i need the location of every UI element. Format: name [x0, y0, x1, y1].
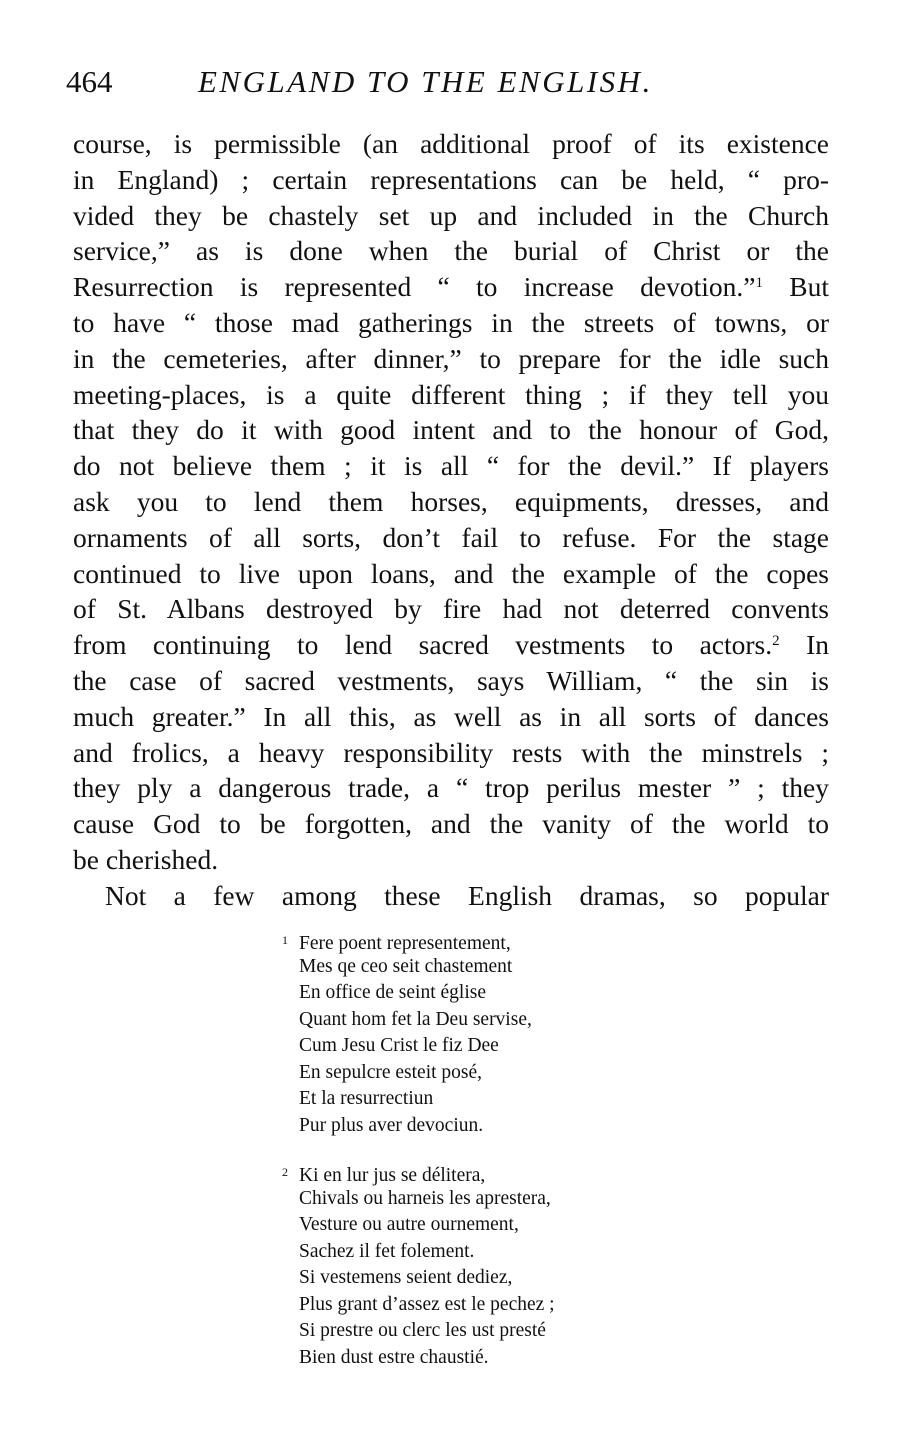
footnote-line — [282, 927, 702, 954]
text-line: they ply a dangerous trade, a “ trop perilus mester ” ; they — [73, 772, 829, 804]
footnote-line: En sepulcre esteit posé, — [299, 1061, 483, 1083]
text-line: be cherished. — [73, 843, 219, 875]
footnote-line — [282, 1159, 702, 1186]
footnote-reference-2[interactable]: 2 — [772, 633, 780, 650]
text-line: much greater.” In all this, as well as in all sorts of dances — [73, 700, 829, 732]
text-line: course, is permissible (an additional proof of its existence — [73, 128, 829, 159]
footnote-line: Quant hom fet la Deu servise, — [299, 1008, 532, 1030]
text-line: meeting-places, is a quite different thing ; if they tell you — [73, 378, 829, 410]
body-text — [73, 126, 829, 914]
footnote-text: Fere poent representement, — [299, 933, 511, 954]
text-line: and frolics, a heavy responsibility rests with the minstrels ; — [73, 736, 829, 768]
footnote-text: Ki en lur jus se délitera, — [299, 1165, 486, 1186]
text-line — [73, 269, 829, 305]
footnote-line: Vesture ou autre ournement, — [299, 1214, 519, 1235]
page-number: 464 — [66, 64, 113, 99]
text-segment: Resurrection is represented “ to increase devotion.” — [73, 271, 756, 303]
text-segment: In — [806, 629, 829, 661]
text-line: vided they be chastely set up and included in the Church — [73, 199, 829, 231]
footnote-line: Si vestemens seient dediez, — [299, 1267, 513, 1288]
text-segment: from continuing to lend sacred vestments to actors. — [73, 629, 773, 661]
footnote-1 — [282, 927, 702, 1139]
text-line: do not believe them ; it is all “ for the devil.” If players — [73, 450, 829, 482]
text-line: to have “ those mad gatherings in the streets of towns, or — [73, 306, 829, 338]
footnote-line: En office de seint église — [299, 982, 486, 1003]
text-line: service,” as is done when the burial of Christ or the — [73, 235, 829, 267]
text-line: continued to live upon loans, and the example of the copes — [73, 557, 829, 589]
footnote-marker: 2 — [282, 1165, 288, 1179]
text-line: in England) ; certain representations can be held, “ pro- — [73, 163, 829, 195]
footnote-line: Et la resurrectiun — [299, 1088, 434, 1109]
footnote-line: Mes qe ceo seit chastement — [299, 955, 513, 977]
text-line: cause God to be forgotten, and the vanity of the world to — [73, 808, 829, 840]
footnote-line: Plus grant d’assez est le pechez ; — [299, 1293, 555, 1315]
text-line — [73, 627, 829, 663]
footnote-2 — [282, 1159, 702, 1371]
paragraph-start-line: Not a few among these English dramas, so popular — [105, 879, 829, 911]
footnote-line: Chivals ou harneis les aprestera, — [299, 1187, 551, 1209]
footnote-line: Si prestre ou clerc les ust presté — [299, 1320, 546, 1341]
footnote-reference-1[interactable]: 1 — [755, 275, 763, 292]
text-line: ornaments of all sorts, don’t fail to refuse. For the stage — [73, 521, 829, 553]
footnote-line: Sachez il fet folement. — [299, 1240, 475, 1262]
page-header — [66, 62, 846, 102]
text-line: of St. Albans destroyed by fire had not deterred convents — [73, 593, 829, 625]
running-title: ENGLAND TO THE ENGLISH. — [198, 64, 653, 99]
text-line: that they do it with good intent and to the honour of God, — [73, 414, 829, 446]
text-line: the case of sacred vestments, says William, “ the sin is — [73, 664, 829, 696]
text-line: ask you to lend them horses, equipments, dresses, and — [73, 485, 829, 517]
footnote-line: Bien dust estre chaustié. — [299, 1346, 489, 1368]
footnote-line: Cum Jesu Crist le fiz Dee — [299, 1035, 499, 1056]
footnote-marker: 1 — [282, 933, 288, 947]
text-line: in the cemeteries, after dinner,” to prepare for the idle such — [73, 342, 829, 374]
text-segment: But — [789, 271, 829, 303]
footnote-line: Pur plus aver devociun. — [299, 1114, 484, 1136]
